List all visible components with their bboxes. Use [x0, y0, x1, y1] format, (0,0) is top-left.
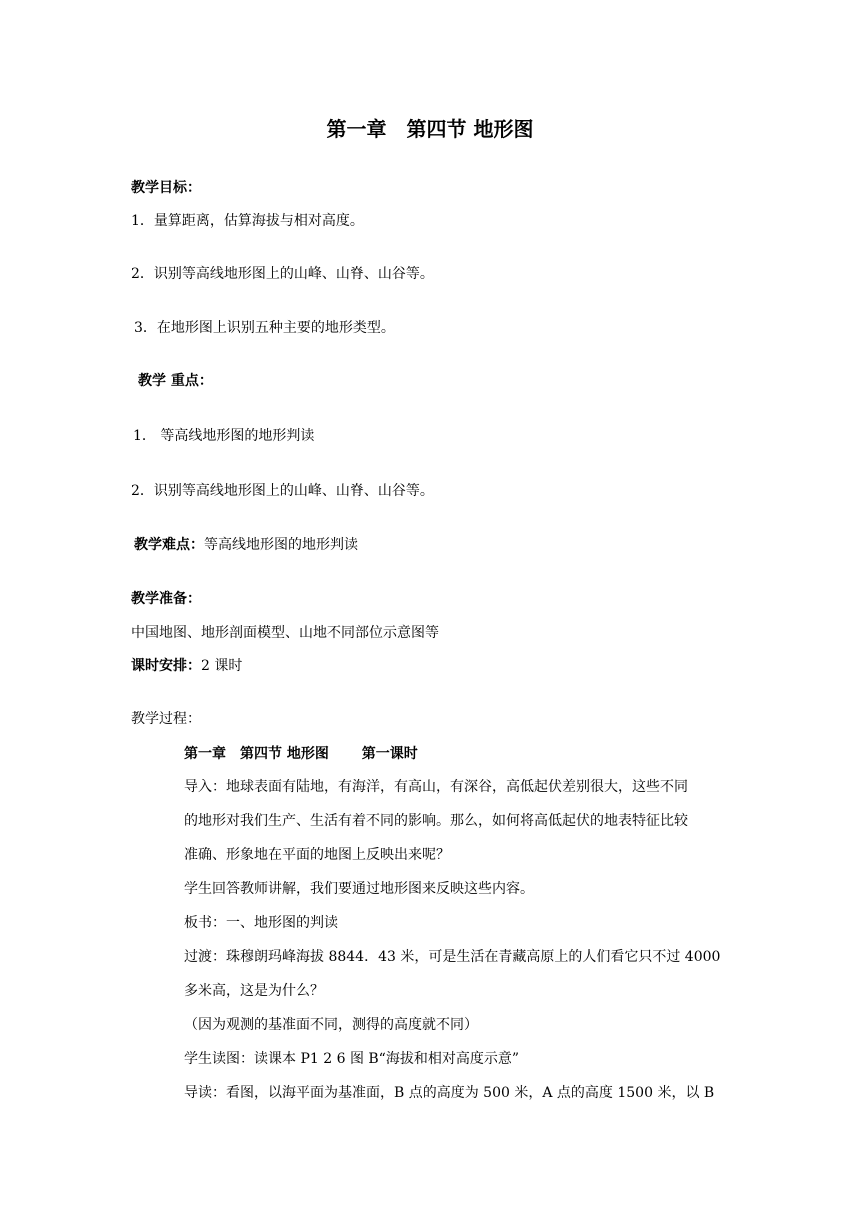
page-title: 第一章 第四节 地形图 [326, 117, 534, 141]
key-point-item-2: 2．识别等高线地形图上的山峰、山脊、山谷等。 [131, 483, 434, 499]
schedule-text: 2 课时 [201, 658, 243, 674]
objective-item-2: 2．识别等高线地形图上的山峰、山脊、山谷等。 [131, 266, 434, 282]
process-line-10: 导读：看图，以海平面为基准面，B 点的高度为 500 米，A 点的高度 1500 米，以 B [184, 1085, 715, 1101]
objectives-heading: 教学目标： [131, 180, 201, 196]
preparation-heading: 教学准备： [131, 591, 201, 607]
process-line-8: （因为观测的基准面不同，测得的高度就不同） [184, 1017, 478, 1033]
difficulty-line [134, 535, 358, 555]
process-heading: 教学过程： [131, 711, 201, 727]
process-line-2: 的地形对我们生产、生活有着不同的影响。那么，如何将高低起伏的地表特征比较 [184, 813, 688, 829]
process-line-4: 学生回答教师讲解，我们要通过地形图来反映这些内容。 [184, 881, 534, 897]
process-line-7: 多米高，这是为什么？ [184, 983, 324, 999]
objective-item-3: 3．在地形图上识别五种主要的地形类型。 [134, 320, 395, 336]
process-line-3: 准确、形象地在平面的地图上反映出来呢？ [184, 847, 450, 863]
schedule-label: 课时安排： [131, 658, 201, 674]
process-line-5: 板书：一、地形图的判读 [184, 915, 338, 931]
process-line-6: 过渡：珠穆朗玛峰海拔 8844．43 米，可是生活在青藏高原上的人们看它只不过 4000 [184, 949, 721, 965]
schedule-line [131, 656, 242, 676]
process-line-9: 学生读图：读课本 P1 2 6 图 B“海拔和相对高度示意” [184, 1051, 519, 1067]
preparation-text: 中国地图、地形剖面模型、山地不同部位示意图等 [131, 625, 439, 641]
key-point-item-1: 1． 等高线地形图的地形判读 [133, 428, 315, 444]
objective-item-1: 1．量算距离，估算海拔与相对高度。 [131, 213, 364, 229]
lesson-title: 第一章 第四节 地形图 第一课时 [184, 746, 418, 762]
difficulty-text: 等高线地形图的地形判读 [204, 537, 358, 553]
process-line-1: 导入：地球表面有陆地，有海洋，有高山，有深谷，高低起伏差别很大，这些不同 [184, 779, 688, 795]
difficulty-label: 教学难点： [134, 537, 204, 553]
key-points-heading: 教学 重点： [138, 373, 213, 389]
